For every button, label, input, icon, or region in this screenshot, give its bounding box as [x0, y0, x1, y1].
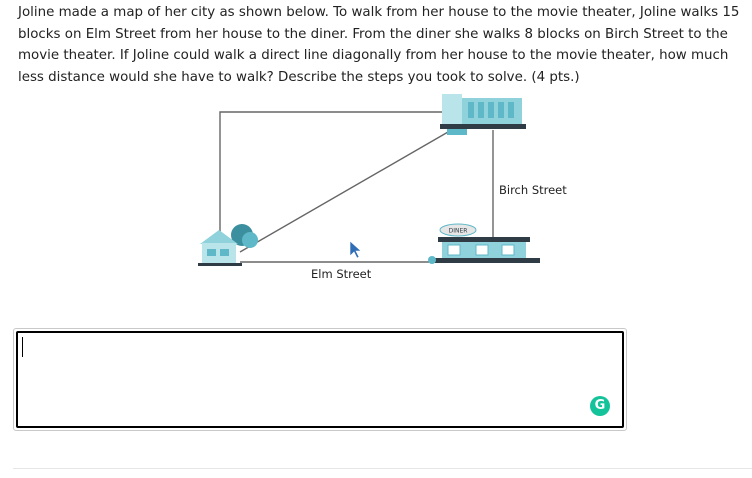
- diner: [428, 224, 540, 264]
- answer-box[interactable]: [13, 328, 627, 431]
- house: [198, 224, 258, 266]
- text-caret: [22, 337, 23, 357]
- mouse-pointer-icon: [350, 241, 361, 258]
- birch-street-label: Birch Street: [499, 183, 567, 197]
- divider: [13, 468, 752, 469]
- grammarly-icon[interactable]: G: [590, 396, 610, 416]
- city-map: [190, 92, 567, 292]
- answer-input[interactable]: [18, 333, 622, 426]
- answer-field[interactable]: [16, 331, 624, 428]
- diagonal-path: [240, 132, 448, 252]
- question-text: Joline made a map of her city as shown below. To walk from her house to the movie theater, Joline walks 15 blocks on Elm Street from her house to the diner. From the diner she walks 8 blocks on Birch Street to the movie theater. If Joline could walk a direct line diagonally from her house to the movie theater, how much less distance would she have to walk? Describe the steps you took to solve. (4 pts.): [18, 5, 740, 85]
- movie-theater: [440, 94, 526, 135]
- diner-sign: DINER: [448, 227, 468, 235]
- elm-street-label: Elm Street: [311, 267, 372, 281]
